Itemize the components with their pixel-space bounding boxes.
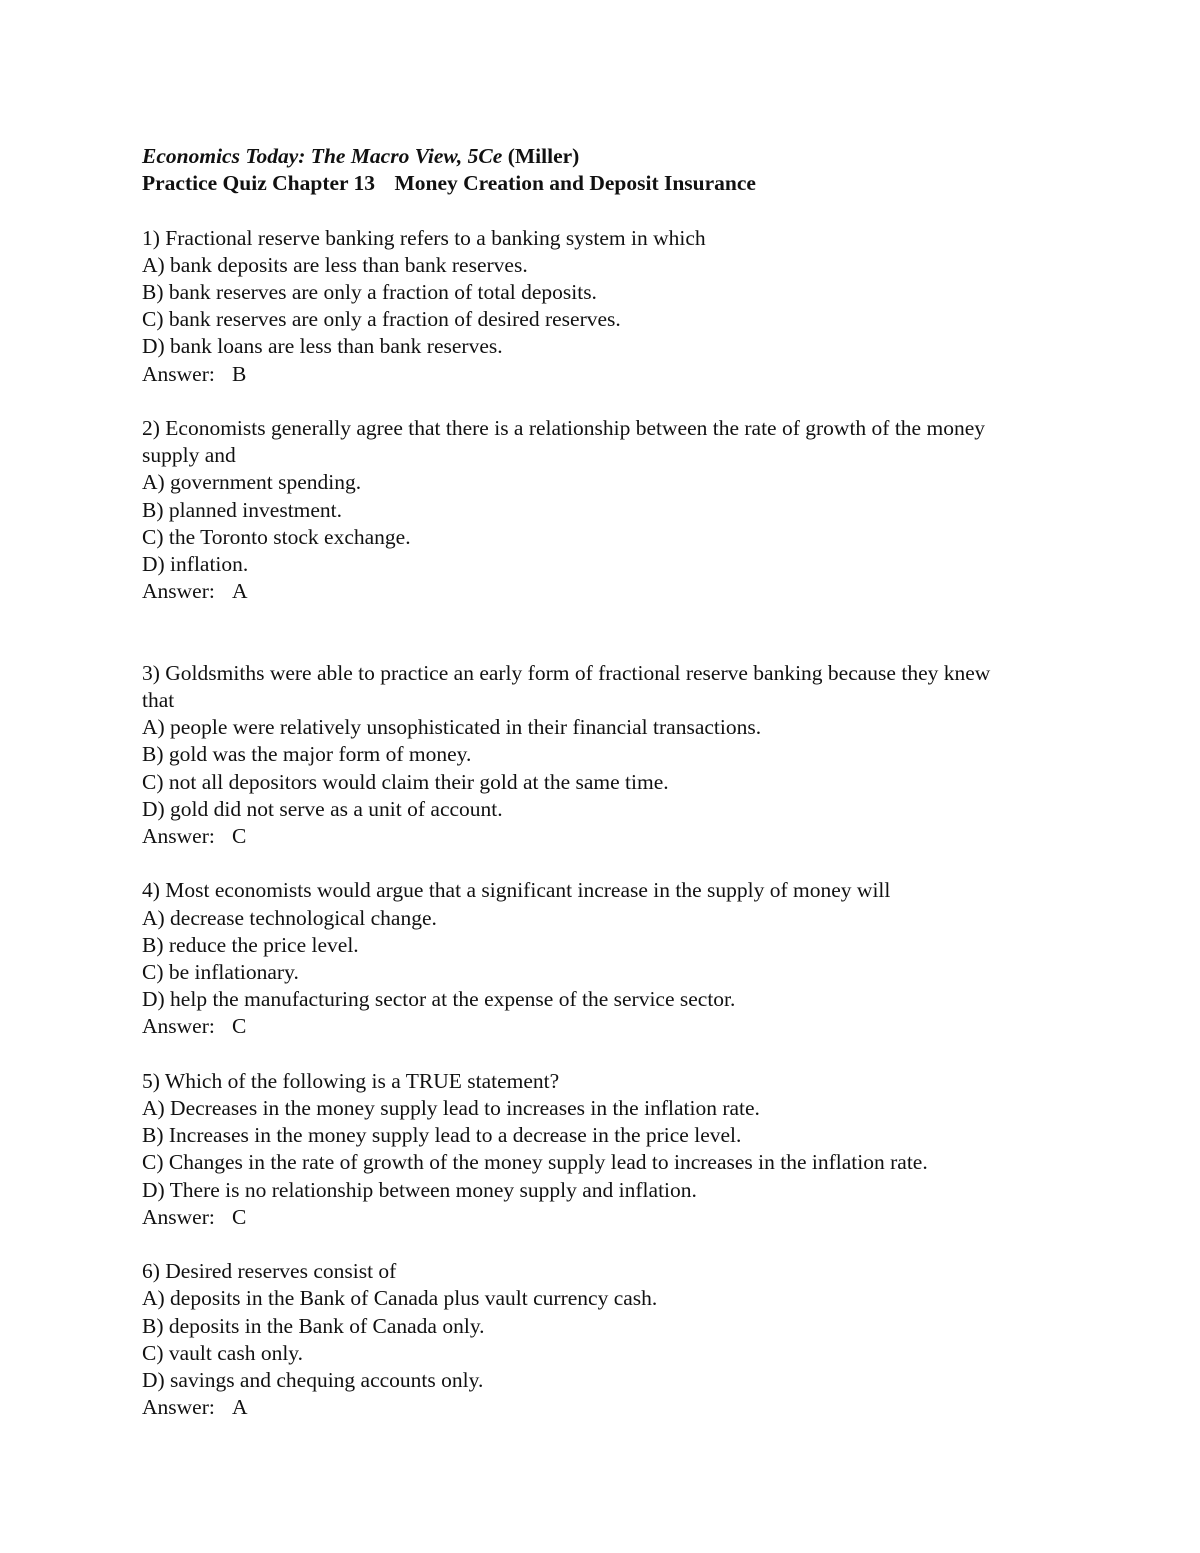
answer-label: Answer: (142, 361, 215, 386)
question-2 (142, 415, 1042, 605)
question-5 (142, 1068, 1042, 1231)
answer-label: Answer: (142, 824, 215, 849)
answer-option-d: D) There is no relationship between money supply and inflation. (142, 1177, 697, 1202)
answer-option-b: B) bank reserves are only a fraction of total deposits. (142, 280, 597, 304)
answer-option-b: B) Increases in the money supply lead to a decrease in the price level. (142, 1123, 742, 1148)
answer-label: Answer: (142, 579, 215, 604)
answer-option-c: C) Changes in the rate of growth of the money supply lead to increases in the inflation rate. (142, 1150, 928, 1175)
answer-value: A (232, 1395, 248, 1420)
correct-answer (142, 1013, 1042, 1040)
answer-option-c: C) be inflationary. (142, 960, 299, 985)
correct-answer (142, 1204, 1042, 1231)
answer-value: A (232, 579, 248, 604)
answer-option-b: B) gold was the major form of money. (142, 742, 472, 767)
answer-option-d: D) help the manufacturing sector at the expense of the service sector. (142, 987, 736, 1012)
answer-option-a: A) government spending. (142, 470, 362, 495)
answer-option-d: D) inflation. (142, 552, 249, 577)
answer-option-a: A) deposits in the Bank of Canada plus vault currency cash. (142, 1286, 658, 1311)
answer-option-b: B) deposits in the Bank of Canada only. (142, 1313, 485, 1338)
answer-option-a: A) bank deposits are less than bank reserves. (142, 252, 528, 277)
answer-option-b: B) planned investment. (142, 497, 343, 522)
answer-option-c: C) vault cash only. (142, 1340, 304, 1365)
answer-value: C (232, 1014, 247, 1039)
question-stem: 6) Desired reserves consist of (142, 1259, 397, 1284)
answer-option-c: C) the Toronto stock exchange. (142, 524, 411, 549)
answer-option-a: A) decrease technological change. (142, 905, 437, 930)
answer-option-c: C) bank reserves are only a fraction of desired reserves. (142, 307, 621, 332)
question-stem: 3) Goldsmiths were able to practice an early form of fractional reserve banking because they knew that (142, 660, 991, 713)
answer-option-c: C) not all depositors would claim their gold at the same time. (142, 769, 669, 794)
chapter-title: Money Creation and Deposit Insurance (394, 171, 756, 196)
correct-answer (142, 1394, 1042, 1421)
answer-value: C (232, 824, 247, 849)
answer-option-d: D) gold did not serve as a unit of account. (142, 796, 503, 821)
document-content (142, 143, 1042, 1449)
answer-value: B (232, 361, 247, 386)
book-title-line (142, 143, 1042, 170)
answer-value: C (232, 1204, 247, 1229)
question-1 (142, 225, 1042, 388)
book-author: (Miller) (507, 144, 580, 168)
question-stem: 4) Most economists would argue that a significant increase in the supply of money will (142, 878, 891, 903)
answer-label: Answer: (142, 1014, 215, 1039)
answer-option-b: B) reduce the price level. (142, 932, 359, 957)
answer-option-a: A) people were relatively unsophisticated in their financial transactions. (142, 715, 762, 740)
answer-label: Answer: (142, 1204, 215, 1229)
quiz-title-line (142, 170, 1042, 197)
answer-option-d: D) savings and chequing accounts only. (142, 1368, 484, 1393)
question-4 (142, 877, 1042, 1040)
correct-answer (142, 578, 1042, 605)
question-stem: 1) Fractional reserve banking refers to a banking system in which (142, 225, 706, 250)
correct-answer (142, 361, 1042, 388)
question-3 (142, 660, 1042, 850)
question-6 (142, 1258, 1042, 1421)
question-stem: 2) Economists generally agree that there is a relationship between the rate of growth of the money supply and (142, 416, 985, 468)
question-stem: 5) Which of the following is a TRUE statement? (142, 1068, 560, 1093)
answer-label: Answer: (142, 1395, 215, 1420)
answer-option-a: A) Decreases in the money supply lead to increases in the inflation rate. (142, 1096, 760, 1121)
answer-option-d: D) bank loans are less than bank reserves. (142, 334, 503, 359)
book-title: Economics Today: The Macro View, 5Ce (142, 144, 503, 168)
correct-answer (142, 823, 1042, 850)
quiz-label: Practice Quiz Chapter 13 (142, 171, 376, 196)
document-header (142, 143, 1042, 197)
